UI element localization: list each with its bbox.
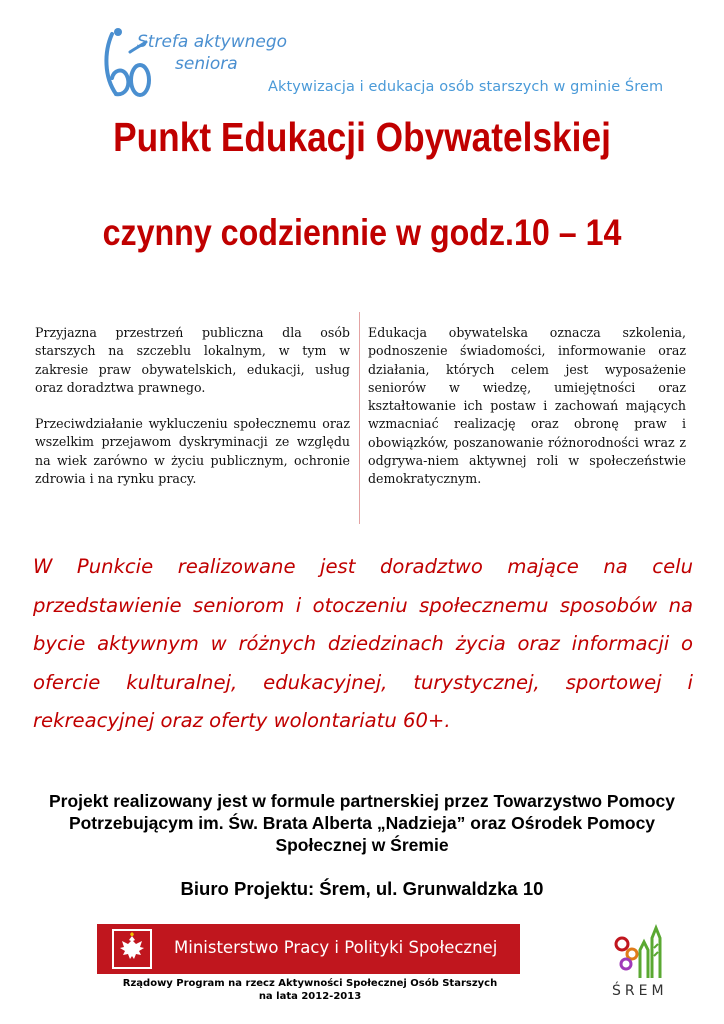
- left-column: [35, 324, 350, 506]
- srem-label: ŚREM: [612, 983, 668, 999]
- page-title: Punkt Edukacji Obywatelskiej: [113, 114, 611, 160]
- logo-title-line1: Strefa aktywnego: [137, 32, 288, 52]
- partnership-text: Projekt realizowany jest w formule partnerskiej przez Towarzystwo Pomocy Potrzebującym im. Św. Brata Alberta „Nadzieja” oraz Ośrodek Pomocy Społecznej w Śremie: [49, 791, 675, 855]
- project-office: Biuro Projektu: Śrem, ul. Grunwaldzka 10: [180, 878, 544, 899]
- eagle-emblem-icon: [112, 929, 152, 969]
- header-tagline: Aktywizacja i edukacja osób starszych w gminie Śrem: [268, 79, 664, 95]
- program-name-line2: na lata 2012-2013: [258, 991, 362, 1002]
- right-paragraph-1: Edukacja obywatelska oznacza szkolenia, podnoszenie świadomości, informowanie oraz działania, których celem jest wyposażenie seniorów w wiedzę, umiejętności oraz kształtowanie ich postaw i zachowań mających wzmacniać realizację oraz obronę praw i obowiązków, poszanowanie różnorodności wraz z odgrywa-niem aktywnej roli w społeczeństwie demokratycznym.: [368, 325, 686, 487]
- opening-hours: czynny codziennie w godz.10 – 14: [102, 212, 622, 253]
- ministry-name: Ministerstwo Pracy i Polityki Społecznej: [174, 938, 498, 957]
- left-paragraph-2: Przeciwdziałanie wykluczeniu społecznemu oraz wszelkim przejawom dyskryminacji ze względu na wiek zarówno w życiu publicznym, ochronie zdrowia i na rynku pracy.: [35, 416, 350, 487]
- program-name-line1: Rządowy Program na rzecz Aktywności Społecznej Osób Starszych: [122, 978, 498, 989]
- advisory-paragraph: W Punkcie realizowane jest doradztwo mające na celu przedstawienie seniorom i otoczeniu społecznemu sposobów na bycie aktywnym w różnych dziedzinach życia oraz informacji o ofercie kulturalnej, edukacyjnej, turystycznej, sportowej i rekreacyjnej oraz oferty wolontariatu 60+.: [33, 555, 693, 732]
- column-divider: [359, 312, 360, 524]
- left-paragraph-1: Przyjazna przestrzeń publiczna dla osób starszych na szczeblu lokalnym, w tym w zakresie praw obywatelskich, edukacji, usług oraz doradztwa prawnego.: [35, 325, 350, 395]
- srem-figures-icon: [608, 920, 678, 982]
- logo-title-line2: seniora: [175, 54, 238, 74]
- right-column: [368, 324, 686, 507]
- polish-eagle-icon: [112, 929, 152, 969]
